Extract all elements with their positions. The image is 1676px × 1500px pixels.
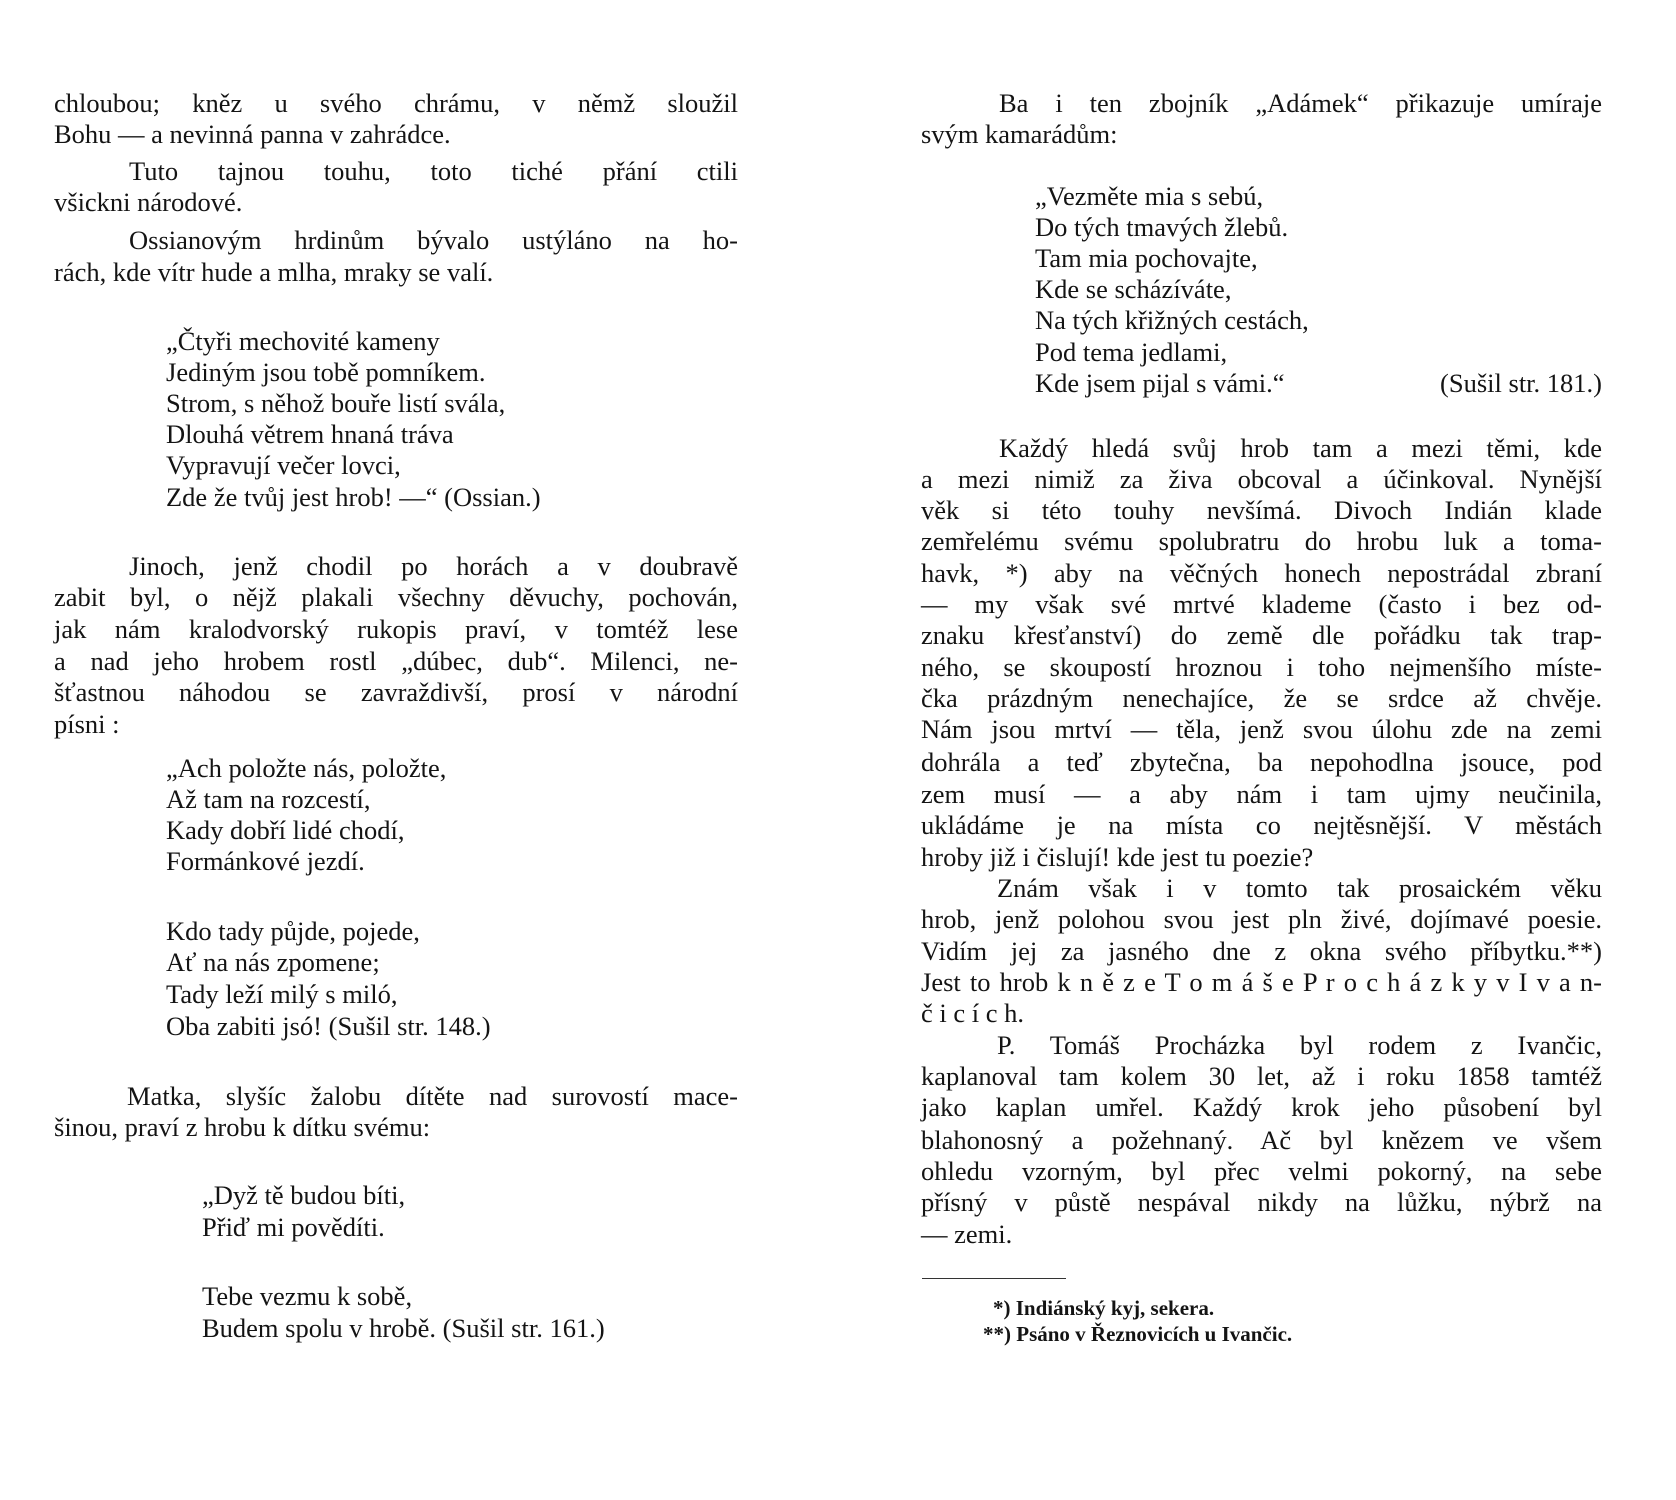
text-line: Dlouhá větrem hnaná tráva: [166, 419, 454, 449]
text-line: „Vezměte mia s sebú,: [1035, 181, 1264, 211]
text-line: chloubou; kněz u svého chrámu, v němž sloužil: [54, 88, 738, 118]
text-line: Kdo tady půjde, pojede,: [166, 916, 420, 946]
text-line: Zde že tvůj jest hrob! —“ (Ossian.): [166, 482, 541, 512]
text-line: Bohu — a nevinná panna v zahrádce.: [54, 119, 451, 149]
text-line: hrob, jenž polohou svou jest pln živé, dojímavé poesie.: [921, 904, 1602, 934]
text-line: Vidím jej za jasného dne z okna svého příbytku.**): [921, 936, 1602, 966]
text-line: Jest to hrob k n ě z e T o m á š e P r o c h á z k y v I v a n-: [921, 967, 1602, 997]
text-line: „Dyž tě budou bíti,: [202, 1180, 406, 1210]
text-line: písni :: [54, 709, 120, 739]
text-line: čka prázdným nenechajíce, že se srdce až chvěje.: [921, 683, 1602, 713]
text-line: (Sušil str. 181.): [1440, 368, 1602, 398]
text-line: a nad jeho hrobem rostl „dúbec, dub“. Milenci, ne-: [54, 646, 738, 676]
text-line: P. Tomáš Procházka byl rodem z Ivančic,: [997, 1030, 1602, 1060]
text-line: šinou, praví z hrobu k dítku svému:: [54, 1112, 431, 1142]
text-line: a mezi nimiž za živa obcoval a účinkoval. Nynější: [921, 464, 1602, 494]
text-line: Na tých křižných cestách,: [1035, 305, 1309, 335]
text-line: přísný v půstě nespával nikdy na lůžku, nýbrž na: [921, 1187, 1602, 1217]
text-line: zabit byl, o nějž plakali všechny děvuchy, pochován,: [54, 582, 738, 612]
text-line: kaplanoval tam kolem 30 let, až i roku 1858 tamtéž: [921, 1061, 1602, 1091]
text-line: Pod tema jedlami,: [1035, 337, 1228, 367]
text-line: Formánkové jezdí.: [166, 846, 365, 876]
text-line: ohledu vzorným, byl přec velmi pokorný, na sebe: [921, 1156, 1602, 1186]
text-line: Ať na nás zpomene;: [166, 947, 380, 977]
text-line: Jinoch, jenž chodil po horách a v doubravě: [129, 551, 738, 581]
footnote: *) Indiánský kyj, sekera.: [993, 1296, 1215, 1320]
text-line: — zemi.: [921, 1219, 1013, 1249]
text-line: Ba i ten zbojník „Adámek“ přikazuje umíraje: [999, 88, 1602, 118]
text-line: Tuto tajnou touhu, toto tiché přání ctili: [129, 156, 738, 186]
text-line: svým kamarádům:: [921, 119, 1118, 149]
text-line: rách, kde vítr hude a mlha, mraky se valí.: [54, 257, 494, 287]
text-line: ukládáme je na místa co nejtěsnější. V městách: [921, 810, 1602, 840]
text-line: Znám však i v tomto tak prosaickém věku: [997, 873, 1602, 903]
text-line: dohrála a teď zbytečna, ba nepohodlna jsouce, pod: [921, 747, 1602, 777]
text-line: jako kaplan umřel. Každý krok jeho působení byl: [921, 1092, 1602, 1122]
text-line: Tady leží milý s miló,: [166, 979, 398, 1009]
text-line: „Ach položte nás, položte,: [166, 753, 447, 783]
text-line: Tam mia pochovajte,: [1035, 243, 1258, 273]
text-line: Kde jsem pijal s vámi.“: [1035, 368, 1285, 398]
text-line: blahonosný a požehnaný. Ač byl knězem ve všem: [921, 1125, 1602, 1155]
text-line: Matka, slyšíc žalobu dítěte nad surovostí mace-: [127, 1081, 738, 1111]
text-line: Oba zabiti jsó! (Sušil str. 148.): [166, 1011, 491, 1041]
text-line: Budem spolu v hrobě. (Sušil str. 161.): [202, 1313, 605, 1343]
text-line: Ossianovým hrdinům bývalo ustýláno na ho-: [129, 225, 738, 255]
text-line: Tebe vezmu k sobě,: [202, 1281, 413, 1311]
text-line: Kde se scházíváte,: [1035, 274, 1232, 304]
text-line: Přiď mi povědíti.: [202, 1212, 385, 1242]
footnote: **) Psáno v Řeznovicích u Ivančic.: [983, 1322, 1293, 1346]
text-line: Vypravují večer lovci,: [166, 450, 401, 480]
text-line: havk, *) aby na věčných honech nepostrádal zbraní: [921, 558, 1602, 588]
text-line: č i c í c h.: [921, 998, 1025, 1028]
text-line: Strom, s něhož bouře listí svála,: [166, 388, 506, 418]
footnote-separator: [922, 1278, 1066, 1279]
text-line: ného, se skoupostí hroznou i toho nejmenšího míste-: [921, 652, 1602, 682]
text-line: zem musí — a aby nám i tam ujmy neučinila,: [921, 779, 1602, 809]
text-line: Každý hledá svůj hrob tam a mezi těmi, kde: [999, 433, 1602, 463]
text-line: Jediným jsou tobě pomníkem.: [166, 357, 486, 387]
text-line: zemřelému svému spolubratru do hrobu luk a toma-: [921, 526, 1602, 556]
text-line: Kady dobří lidé chodí,: [166, 815, 405, 845]
text-line: šťastnou náhodou se zavraždivší, prosí v národní: [54, 677, 738, 707]
text-line: věk si této touhy nevšímá. Divoch Indián klade: [921, 495, 1602, 525]
text-line: Nám jsou mrtví — těla, jenž svou úlohu zde na zemi: [921, 714, 1602, 744]
text-line: — my však své mrtvé klademe (často i bez od-: [921, 589, 1602, 619]
text-line: Do tých tmavých žlebů.: [1035, 212, 1289, 242]
text-line: jak nám kralodvorský rukopis praví, v tomtéž lese: [54, 614, 738, 644]
text-line: „Čtyři mechovité kameny: [166, 326, 440, 356]
text-line: všickni národové.: [54, 187, 243, 217]
text-line: znaku křesťanství) do země dle pořádku tak trap-: [921, 620, 1602, 650]
text-line: Až tam na rozcestí,: [166, 784, 371, 814]
text-line: hroby již i čislují! kde jest tu poezie?: [921, 842, 1314, 872]
